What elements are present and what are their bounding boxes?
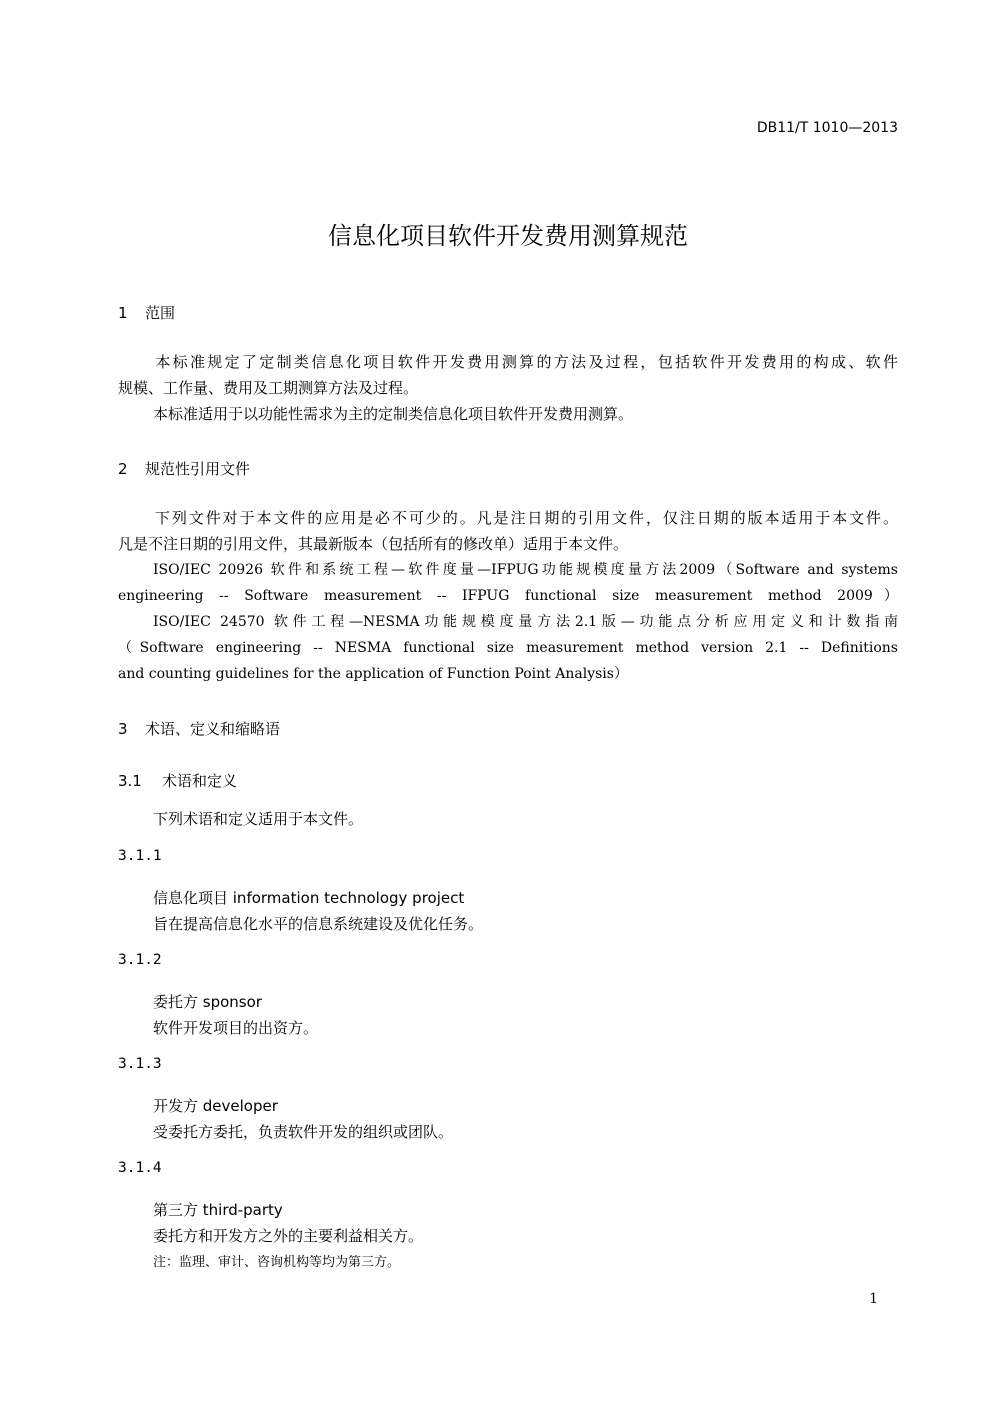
subsection-number: 3.1 bbox=[118, 772, 142, 790]
section-1-paragraph-1 bbox=[118, 349, 898, 401]
terms-intro: 下列术语和定义适用于本文件。 bbox=[153, 810, 364, 828]
clause-number: 3.1.2 bbox=[118, 952, 162, 968]
text-line: 规模、工作量、费用及工期测算方法及过程。 bbox=[118, 379, 419, 397]
page-number: 1 bbox=[869, 1291, 878, 1307]
text-line: 下列文件对于本文件的应用是必不可少的。凡是注日期的引用文件，仅注日期的版本适用于本文件。 bbox=[153, 509, 898, 527]
text-line: ISO/IEC 20926 软件和系统工程—软件度量—IFPUG功能规模度量方法2009（Software and systems bbox=[153, 562, 898, 578]
subsection-title: 术语和定义 bbox=[162, 772, 238, 790]
text-line: and counting guidelines for the application of Function Point Analysis） bbox=[118, 666, 628, 682]
section-number: 3 bbox=[118, 720, 128, 738]
document-title: 信息化项目软件开发费用测算规范 bbox=[328, 222, 688, 250]
section-number: 2 bbox=[118, 460, 128, 478]
text-line: 凡是不注日期的引用文件，其最新版本（包括所有的修改单）适用于本文件。 bbox=[118, 535, 629, 553]
clause-number: 3.1.4 bbox=[118, 1160, 162, 1176]
subsection-heading-3-1 bbox=[118, 770, 237, 791]
note-label: 注： bbox=[153, 1255, 180, 1270]
clause-number: 3.1.1 bbox=[118, 848, 162, 864]
note bbox=[153, 1251, 400, 1270]
note-text: 监理、审计、咨询机构等均为第三方。 bbox=[179, 1255, 401, 1270]
section-title: 术语、定义和缩略语 bbox=[145, 720, 281, 738]
section-2-paragraph-1 bbox=[118, 505, 898, 557]
term-definition: 委托方和开发方之外的主要利益相关方。 bbox=[153, 1227, 424, 1245]
term-name: 委托方 sponsor bbox=[153, 993, 262, 1011]
section-1-paragraph-2 bbox=[118, 401, 898, 427]
document-code: DB11/T 1010—2013 bbox=[756, 120, 898, 136]
term-name: 信息化项目 information technology project bbox=[153, 889, 465, 907]
term-name: 开发方 developer bbox=[153, 1097, 278, 1115]
clause-number: 3.1.3 bbox=[118, 1056, 162, 1072]
text-line: ISO/IEC 24570 软件工程—NESMA功能规模度量方法2.1版—功能点分析应用定义和计数指南 bbox=[153, 614, 898, 630]
reference-2 bbox=[118, 609, 898, 687]
term-name: 第三方 third-party bbox=[153, 1201, 283, 1219]
section-heading-2 bbox=[118, 458, 250, 479]
section-number: 1 bbox=[118, 304, 128, 322]
text-line: engineering -- Software measurement -- IFPUG functional size measurement method 2009） bbox=[118, 588, 898, 604]
text-line: （Software engineering -- NESMA functional size measurement method version 2.1 -- Definitions bbox=[118, 640, 898, 656]
text-line: 本标准适用于以功能性需求为主的定制类信息化项目软件开发费用测算。 bbox=[153, 405, 634, 423]
term-definition: 受委托方委托，负责软件开发的组织或团队。 bbox=[153, 1123, 454, 1141]
text-line: 本标准规定了定制类信息化项目软件开发费用测算的方法及过程，包括软件开发费用的构成、软件 bbox=[153, 353, 898, 371]
section-heading-3 bbox=[118, 718, 280, 739]
term-definition: 软件开发项目的出资方。 bbox=[153, 1019, 319, 1037]
section-title: 规范性引用文件 bbox=[145, 460, 251, 478]
section-heading-1 bbox=[118, 302, 175, 323]
term-definition: 旨在提高信息化水平的信息系统建设及优化任务。 bbox=[153, 915, 484, 933]
reference-1 bbox=[118, 557, 898, 609]
section-title: 范围 bbox=[145, 304, 176, 322]
